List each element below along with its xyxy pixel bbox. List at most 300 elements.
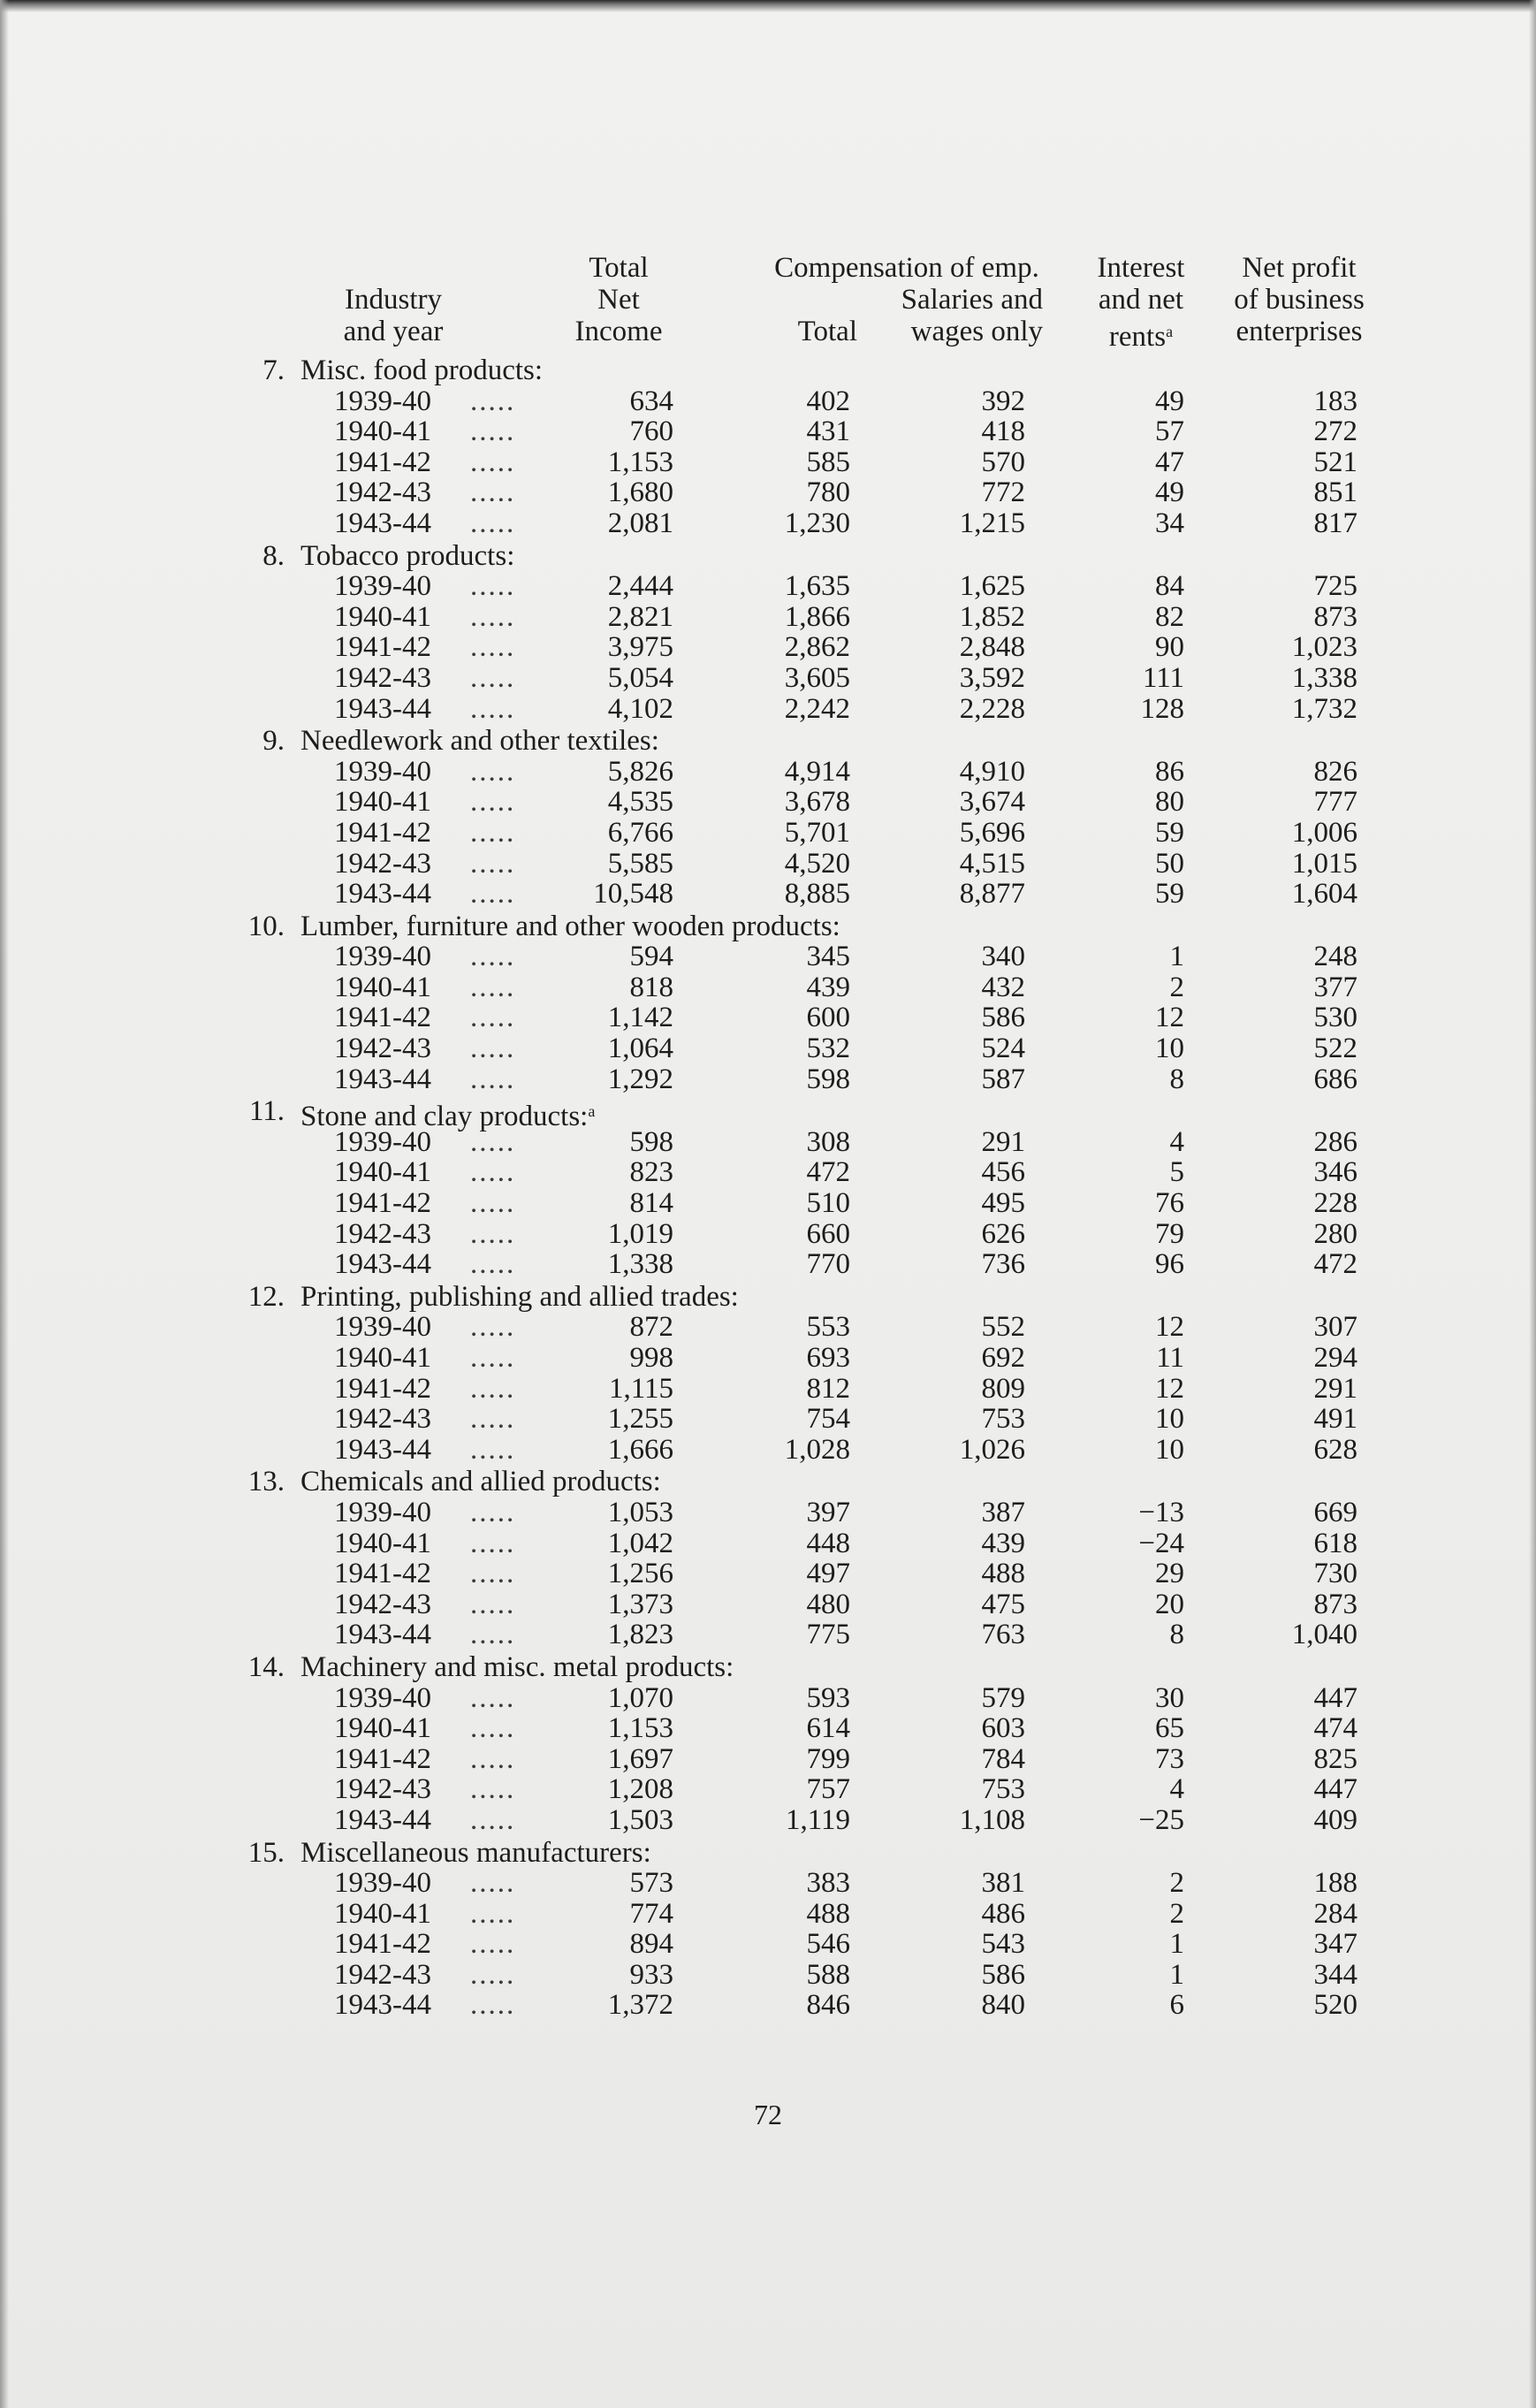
comp-total-cell: 383 bbox=[806, 1867, 850, 1900]
table-row bbox=[239, 1528, 1405, 1559]
section-title-row bbox=[239, 726, 1405, 757]
year-cell: 1941-42 bbox=[334, 1742, 431, 1775]
industry-section bbox=[239, 1652, 1405, 1836]
dot-leader: ..... bbox=[470, 631, 516, 664]
header-salaries-line2: wages only bbox=[910, 316, 1043, 347]
salaries-cell: 4,910 bbox=[959, 755, 1025, 788]
year-cell: 1939-40 bbox=[334, 1496, 431, 1528]
salaries-cell: 475 bbox=[981, 1588, 1025, 1620]
page-left-edge-shadow bbox=[0, 0, 9, 2408]
comp-total-cell: 799 bbox=[806, 1742, 850, 1775]
net-profit-cell: 686 bbox=[1313, 1063, 1357, 1095]
net-profit-cell: 669 bbox=[1313, 1496, 1357, 1528]
comp-total-cell: 598 bbox=[806, 1063, 850, 1095]
salaries-cell: 8,877 bbox=[959, 878, 1025, 911]
dot-leader: ..... bbox=[470, 1372, 516, 1405]
year-cell: 1939-40 bbox=[334, 1311, 431, 1344]
salaries-cell: 1,026 bbox=[959, 1433, 1025, 1466]
comp-total-cell: 431 bbox=[806, 415, 850, 448]
dot-leader: ..... bbox=[470, 1311, 516, 1344]
net-income-cell: 774 bbox=[629, 1897, 673, 1930]
table-row bbox=[239, 1868, 1405, 1899]
table-row bbox=[239, 416, 1405, 447]
dot-leader: ..... bbox=[470, 1803, 516, 1836]
industry-section bbox=[239, 911, 1405, 1095]
dot-leader: ..... bbox=[470, 1342, 516, 1374]
year-cell: 1939-40 bbox=[334, 1867, 431, 1900]
comp-total-cell: 593 bbox=[806, 1681, 850, 1714]
year-cell: 1940-41 bbox=[334, 971, 431, 1003]
table-row bbox=[239, 1774, 1405, 1805]
interest-cell: 96 bbox=[1155, 1248, 1184, 1281]
comp-total-cell: 775 bbox=[806, 1619, 850, 1651]
table-row bbox=[239, 477, 1405, 508]
net-income-cell: 1,823 bbox=[607, 1619, 673, 1651]
year-cell: 1943-44 bbox=[334, 1989, 431, 2022]
salaries-cell: 439 bbox=[981, 1527, 1025, 1559]
dot-leader: ..... bbox=[470, 415, 516, 448]
page-number: 72 bbox=[754, 2099, 782, 2130]
salaries-cell: 432 bbox=[981, 971, 1025, 1003]
interest-cell: 82 bbox=[1155, 600, 1184, 633]
net-income-cell: 1,503 bbox=[607, 1803, 673, 1836]
interest-cell: 111 bbox=[1142, 661, 1184, 694]
year-cell: 1943-44 bbox=[334, 1063, 431, 1095]
comp-total-cell: 488 bbox=[806, 1897, 850, 1930]
interest-cell: 1 bbox=[1169, 1958, 1184, 1991]
table-row bbox=[239, 849, 1405, 880]
net-profit-cell: 1,040 bbox=[1291, 1619, 1357, 1651]
interest-cell: 80 bbox=[1155, 786, 1184, 819]
comp-total-cell: 448 bbox=[806, 1527, 850, 1559]
interest-cell: 10 bbox=[1155, 1433, 1184, 1466]
net-profit-cell: 409 bbox=[1313, 1803, 1357, 1836]
net-income-cell: 1,680 bbox=[607, 476, 673, 509]
salaries-cell: 753 bbox=[981, 1403, 1025, 1436]
dot-leader: ..... bbox=[470, 692, 516, 725]
salaries-cell: 392 bbox=[981, 385, 1025, 417]
dot-leader: ..... bbox=[470, 1681, 516, 1714]
dot-leader: ..... bbox=[470, 1248, 516, 1281]
year-cell: 1942-43 bbox=[334, 847, 431, 880]
dot-leader: ..... bbox=[470, 1867, 516, 1900]
net-income-cell: 760 bbox=[629, 415, 673, 448]
year-cell: 1941-42 bbox=[334, 1187, 431, 1220]
net-profit-cell: 286 bbox=[1313, 1125, 1357, 1158]
header-interest-line2: and net bbox=[1098, 284, 1184, 316]
net-income-cell: 1,115 bbox=[608, 1372, 673, 1405]
table-header bbox=[239, 252, 1405, 353]
section-title-text: Stone and clay products: bbox=[300, 1101, 589, 1133]
header-total-net-line2: Net bbox=[597, 284, 640, 316]
comp-total-cell: 397 bbox=[806, 1496, 850, 1528]
interest-cell: 12 bbox=[1155, 1002, 1184, 1034]
year-cell: 1941-42 bbox=[334, 1928, 431, 1961]
salaries-cell: 772 bbox=[981, 476, 1025, 509]
net-profit-cell: 520 bbox=[1313, 1989, 1357, 2022]
year-cell: 1939-40 bbox=[334, 570, 431, 603]
comp-total-cell: 846 bbox=[806, 1989, 850, 2022]
comp-total-cell: 5,701 bbox=[784, 816, 850, 849]
net-profit-cell: 284 bbox=[1313, 1897, 1357, 1930]
net-profit-cell: 472 bbox=[1313, 1248, 1357, 1281]
table-row bbox=[239, 508, 1405, 539]
net-profit-cell: 530 bbox=[1313, 1002, 1357, 1034]
comp-total-cell: 480 bbox=[806, 1588, 850, 1620]
net-income-cell: 4,102 bbox=[607, 692, 673, 725]
net-profit-cell: 777 bbox=[1313, 786, 1357, 819]
industry-section bbox=[239, 1467, 1405, 1650]
table-row bbox=[239, 1899, 1405, 1930]
header-interest-line3 bbox=[1075, 316, 1207, 353]
net-income-cell: 2,081 bbox=[607, 507, 673, 539]
section-title bbox=[300, 1282, 739, 1313]
section-title-text: Tobacco products: bbox=[300, 539, 515, 572]
net-profit-cell: 447 bbox=[1313, 1681, 1357, 1714]
salaries-cell: 524 bbox=[981, 1033, 1025, 1065]
dot-leader: ..... bbox=[470, 1958, 516, 1991]
dot-leader: ..... bbox=[470, 755, 516, 788]
salaries-cell: 291 bbox=[981, 1125, 1025, 1158]
salaries-cell: 456 bbox=[981, 1156, 1025, 1189]
comp-total-cell: 8,885 bbox=[784, 878, 850, 911]
dot-leader: ..... bbox=[470, 1742, 516, 1775]
salaries-cell: 603 bbox=[981, 1712, 1025, 1745]
year-cell: 1943-44 bbox=[334, 1803, 431, 1836]
table-row bbox=[239, 632, 1405, 663]
page-right-edge-shadow bbox=[1529, 0, 1536, 2408]
header-row-2 bbox=[239, 285, 1405, 316]
section-title-text: Misc. food products: bbox=[300, 354, 544, 386]
net-income-cell: 2,444 bbox=[607, 570, 673, 603]
table-row bbox=[239, 1558, 1405, 1589]
comp-total-cell: 3,605 bbox=[784, 661, 850, 694]
dot-leader: ..... bbox=[470, 446, 516, 478]
table-row bbox=[239, 571, 1405, 602]
dot-leader: ..... bbox=[470, 476, 516, 509]
industry-section bbox=[239, 1282, 1405, 1466]
year-cell: 1941-42 bbox=[334, 1558, 431, 1590]
year-cell: 1943-44 bbox=[334, 1248, 431, 1281]
section-number: 10. bbox=[247, 910, 285, 942]
dot-leader: ..... bbox=[470, 941, 516, 973]
dot-leader: ..... bbox=[470, 878, 516, 911]
interest-cell: 12 bbox=[1155, 1311, 1184, 1344]
net-income-cell: 1,373 bbox=[607, 1588, 673, 1620]
year-cell: 1941-42 bbox=[334, 446, 431, 478]
interest-cell: 10 bbox=[1155, 1403, 1184, 1436]
interest-cell: 84 bbox=[1155, 570, 1184, 603]
salaries-cell: 692 bbox=[981, 1342, 1025, 1374]
table-row bbox=[239, 1805, 1405, 1836]
comp-total-cell: 600 bbox=[806, 1002, 850, 1034]
comp-total-cell: 497 bbox=[806, 1558, 850, 1590]
year-cell: 1942-43 bbox=[334, 1033, 431, 1065]
comp-total-cell: 614 bbox=[806, 1712, 850, 1745]
section-number: 8. bbox=[262, 539, 285, 572]
header-total-net-line1: Total bbox=[589, 252, 649, 284]
net-income-cell: 1,042 bbox=[607, 1527, 673, 1559]
comp-total-cell: 1,230 bbox=[784, 507, 850, 539]
section-title-text: Chemicals and allied products: bbox=[300, 1466, 661, 1498]
net-profit-cell: 346 bbox=[1313, 1156, 1357, 1189]
year-cell: 1943-44 bbox=[334, 1433, 431, 1466]
table-row bbox=[239, 1404, 1405, 1435]
section-number: 9. bbox=[262, 725, 285, 758]
net-income-cell: 1,666 bbox=[607, 1433, 673, 1466]
section-number: 15. bbox=[247, 1836, 285, 1869]
dot-leader: ..... bbox=[470, 1125, 516, 1158]
year-cell: 1941-42 bbox=[334, 816, 431, 849]
net-income-cell: 1,070 bbox=[607, 1681, 673, 1714]
comp-total-cell: 754 bbox=[806, 1403, 850, 1436]
net-income-cell: 1,142 bbox=[607, 1002, 673, 1034]
salaries-cell: 387 bbox=[981, 1496, 1025, 1528]
dot-leader: ..... bbox=[470, 1558, 516, 1590]
table-row bbox=[239, 1127, 1405, 1158]
dot-leader: ..... bbox=[470, 1187, 516, 1220]
dot-leader: ..... bbox=[470, 1619, 516, 1651]
year-cell: 1940-41 bbox=[334, 1342, 431, 1374]
section-title-row bbox=[239, 1838, 1405, 1869]
net-income-cell: 1,292 bbox=[607, 1063, 673, 1095]
interest-cell: 10 bbox=[1155, 1033, 1184, 1065]
dot-leader: ..... bbox=[470, 570, 516, 603]
interest-cell: −25 bbox=[1138, 1803, 1184, 1836]
table-row bbox=[239, 818, 1405, 849]
net-profit-cell: 873 bbox=[1313, 600, 1357, 633]
dot-leader: ..... bbox=[470, 1403, 516, 1436]
net-income-cell: 5,054 bbox=[607, 661, 673, 694]
table-row bbox=[239, 386, 1405, 417]
header-total-net-line3: Income bbox=[574, 316, 663, 347]
net-profit-cell: 474 bbox=[1313, 1712, 1357, 1745]
table-row bbox=[239, 787, 1405, 818]
net-profit-cell: 228 bbox=[1313, 1187, 1357, 1220]
interest-cell: 47 bbox=[1155, 446, 1184, 478]
comp-total-cell: 4,520 bbox=[784, 847, 850, 880]
interest-cell: 5 bbox=[1169, 1156, 1184, 1189]
interest-cell: 4 bbox=[1169, 1125, 1184, 1158]
year-cell: 1941-42 bbox=[334, 631, 431, 664]
dot-leader: ..... bbox=[470, 1063, 516, 1095]
interest-cell: −13 bbox=[1138, 1496, 1184, 1528]
net-profit-cell: 825 bbox=[1313, 1742, 1357, 1775]
dot-leader: ..... bbox=[470, 1712, 516, 1745]
net-income-cell: 1,372 bbox=[607, 1989, 673, 2022]
net-income-cell: 10,548 bbox=[593, 878, 673, 911]
net-income-cell: 1,255 bbox=[607, 1403, 673, 1436]
net-profit-cell: 1,006 bbox=[1291, 816, 1357, 849]
interest-cell: 76 bbox=[1155, 1187, 1184, 1220]
table-row bbox=[239, 1374, 1405, 1405]
net-income-cell: 1,019 bbox=[607, 1217, 673, 1250]
net-income-cell: 823 bbox=[629, 1156, 673, 1189]
interest-cell: 30 bbox=[1155, 1681, 1184, 1714]
dot-leader: ..... bbox=[470, 507, 516, 539]
net-profit-cell: 826 bbox=[1313, 755, 1357, 788]
net-profit-cell: 347 bbox=[1313, 1928, 1357, 1961]
table-row bbox=[239, 1497, 1405, 1528]
net-income-cell: 1,153 bbox=[607, 446, 673, 478]
interest-cell: 2 bbox=[1169, 971, 1184, 1003]
salaries-cell: 570 bbox=[981, 446, 1025, 478]
comp-total-cell: 3,678 bbox=[784, 786, 850, 819]
salaries-cell: 340 bbox=[981, 941, 1025, 973]
year-cell: 1939-40 bbox=[334, 1681, 431, 1714]
year-cell: 1939-40 bbox=[334, 1125, 431, 1158]
table-row bbox=[239, 1064, 1405, 1095]
interest-cell: 128 bbox=[1140, 692, 1184, 725]
net-income-cell: 5,585 bbox=[607, 847, 673, 880]
interest-cell: 79 bbox=[1155, 1217, 1184, 1250]
interest-cell: 8 bbox=[1169, 1063, 1184, 1095]
header-industry-line2: and year bbox=[343, 316, 444, 347]
footnote-mark: a bbox=[588, 1102, 596, 1121]
year-cell: 1943-44 bbox=[334, 878, 431, 911]
dot-leader: ..... bbox=[470, 600, 516, 633]
year-cell: 1940-41 bbox=[334, 1156, 431, 1189]
year-cell: 1939-40 bbox=[334, 941, 431, 973]
interest-cell: 6 bbox=[1169, 1989, 1184, 2022]
industry-section bbox=[239, 541, 1405, 725]
table-row bbox=[239, 1683, 1405, 1714]
salaries-cell: 1,108 bbox=[959, 1803, 1025, 1836]
table-row bbox=[239, 1929, 1405, 1960]
year-cell: 1940-41 bbox=[334, 786, 431, 819]
section-title-text: Needlework and other textiles: bbox=[300, 725, 659, 758]
table-row bbox=[239, 941, 1405, 972]
dot-leader: ..... bbox=[470, 1527, 516, 1559]
interest-cell: 1 bbox=[1169, 1928, 1184, 1961]
net-income-cell: 1,208 bbox=[607, 1773, 673, 1806]
net-income-cell: 5,826 bbox=[607, 755, 673, 788]
dot-leader: ..... bbox=[470, 971, 516, 1003]
dot-leader: ..... bbox=[470, 1002, 516, 1034]
interest-cell: 50 bbox=[1155, 847, 1184, 880]
header-row-3 bbox=[239, 316, 1405, 353]
year-cell: 1942-43 bbox=[334, 1588, 431, 1620]
year-cell: 1942-43 bbox=[334, 1217, 431, 1250]
interest-cell: 34 bbox=[1155, 507, 1184, 539]
interest-cell: 12 bbox=[1155, 1372, 1184, 1405]
dot-leader: ..... bbox=[470, 1897, 516, 1930]
net-income-cell: 818 bbox=[629, 971, 673, 1003]
salaries-cell: 784 bbox=[981, 1742, 1025, 1775]
salaries-cell: 763 bbox=[981, 1619, 1025, 1651]
section-title-text: Machinery and misc. metal products: bbox=[300, 1650, 734, 1683]
section-title bbox=[300, 726, 659, 757]
net-income-cell: 1,338 bbox=[607, 1248, 673, 1281]
dot-leader: ..... bbox=[470, 786, 516, 819]
dot-leader: ..... bbox=[470, 1989, 516, 2022]
comp-total-cell: 308 bbox=[806, 1125, 850, 1158]
comp-total-cell: 660 bbox=[806, 1217, 850, 1250]
table-row bbox=[239, 1713, 1405, 1744]
salaries-cell: 1,852 bbox=[959, 600, 1025, 633]
salaries-cell: 495 bbox=[981, 1187, 1025, 1220]
dot-leader: ..... bbox=[470, 1588, 516, 1620]
table-row bbox=[239, 1188, 1405, 1219]
net-profit-cell: 725 bbox=[1313, 570, 1357, 603]
header-net-profit-line2: of business bbox=[1234, 284, 1365, 316]
section-number: 7. bbox=[262, 354, 285, 386]
interest-cell: 11 bbox=[1156, 1342, 1184, 1374]
table-row bbox=[239, 1619, 1405, 1650]
net-profit-cell: 272 bbox=[1313, 415, 1357, 448]
salaries-cell: 586 bbox=[981, 1958, 1025, 1991]
comp-total-cell: 770 bbox=[806, 1248, 850, 1281]
comp-total-cell: 1,119 bbox=[785, 1803, 850, 1836]
interest-cell: 90 bbox=[1155, 631, 1184, 664]
net-income-cell: 2,821 bbox=[607, 600, 673, 633]
year-cell: 1943-44 bbox=[334, 1619, 431, 1651]
footnote-mark: a bbox=[1166, 323, 1174, 340]
dot-leader: ..... bbox=[470, 385, 516, 417]
section-title bbox=[300, 1652, 734, 1683]
section-title-row bbox=[239, 355, 1405, 386]
comp-total-cell: 585 bbox=[806, 446, 850, 478]
net-income-cell: 598 bbox=[629, 1125, 673, 1158]
year-cell: 1940-41 bbox=[334, 600, 431, 633]
net-profit-cell: 851 bbox=[1313, 476, 1357, 509]
salaries-cell: 486 bbox=[981, 1897, 1025, 1930]
net-income-cell: 6,766 bbox=[607, 816, 673, 849]
header-industry-line1: Industry bbox=[345, 284, 442, 316]
industry-section bbox=[239, 355, 1405, 539]
dot-leader: ..... bbox=[470, 1156, 516, 1189]
net-profit-cell: 307 bbox=[1313, 1311, 1357, 1344]
table-row bbox=[239, 1343, 1405, 1374]
comp-total-cell: 510 bbox=[806, 1187, 850, 1220]
header-salaries-line1: Salaries and bbox=[901, 284, 1043, 316]
interest-cell: 4 bbox=[1169, 1773, 1184, 1806]
comp-total-cell: 553 bbox=[806, 1311, 850, 1344]
dot-leader: ..... bbox=[470, 1496, 516, 1528]
net-profit-cell: 291 bbox=[1313, 1372, 1357, 1405]
industry-section bbox=[239, 726, 1405, 910]
net-profit-cell: 447 bbox=[1313, 1773, 1357, 1806]
comp-total-cell: 1,866 bbox=[784, 600, 850, 633]
year-cell: 1942-43 bbox=[334, 1403, 431, 1436]
net-profit-cell: 188 bbox=[1313, 1867, 1357, 1900]
section-number: 12. bbox=[247, 1280, 285, 1313]
header-net-profit-line3: enterprises bbox=[1236, 316, 1363, 347]
table-row bbox=[239, 1002, 1405, 1033]
net-profit-cell: 730 bbox=[1313, 1558, 1357, 1590]
table-row bbox=[239, 602, 1405, 633]
table-row bbox=[239, 1033, 1405, 1064]
interest-cell: 65 bbox=[1155, 1712, 1184, 1745]
net-income-cell: 1,064 bbox=[607, 1033, 673, 1065]
dot-leader: ..... bbox=[470, 847, 516, 880]
net-income-cell: 1,697 bbox=[607, 1742, 673, 1775]
salaries-cell: 3,674 bbox=[959, 786, 1025, 819]
section-title-text: Printing, publishing and allied trades: bbox=[300, 1280, 739, 1313]
net-income-cell: 4,535 bbox=[607, 786, 673, 819]
interest-cell: −24 bbox=[1138, 1527, 1184, 1559]
section-title-row bbox=[239, 911, 1405, 942]
net-income-cell: 594 bbox=[629, 941, 673, 973]
net-profit-cell: 873 bbox=[1313, 1588, 1357, 1620]
salaries-cell: 586 bbox=[981, 1002, 1025, 1034]
net-profit-cell: 1,015 bbox=[1291, 847, 1357, 880]
comp-total-cell: 2,242 bbox=[784, 692, 850, 725]
comp-total-cell: 588 bbox=[806, 1958, 850, 1991]
section-number: 14. bbox=[247, 1650, 285, 1683]
dot-leader: ..... bbox=[470, 1217, 516, 1250]
table-body bbox=[239, 355, 1405, 2021]
